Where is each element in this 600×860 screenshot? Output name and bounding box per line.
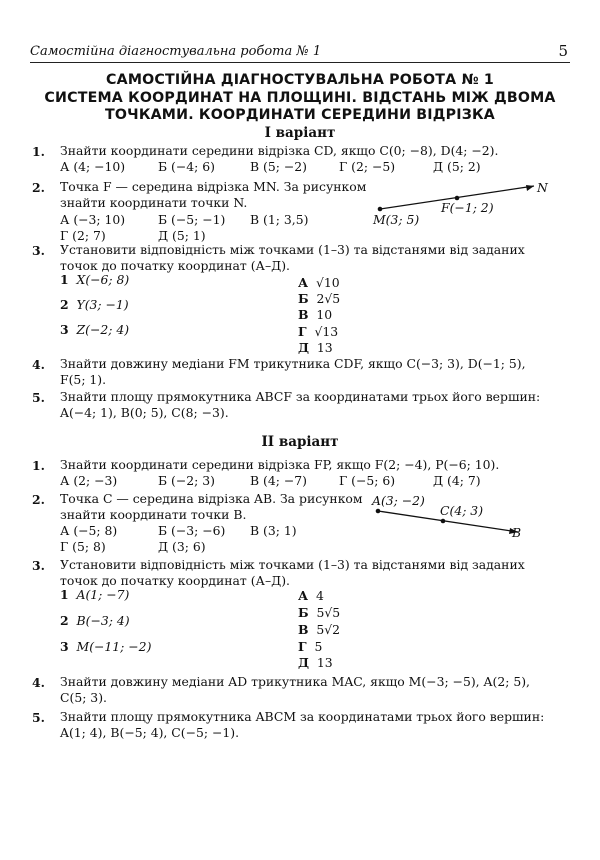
question-number: 5. xyxy=(32,390,45,405)
question-number: 3. xyxy=(32,243,45,258)
title-line-3: ТОЧКАМИ. КООРДИНАТИ СЕРЕДИНИ ВІДРІЗКА xyxy=(105,107,495,123)
point-label: F(−1; 2) xyxy=(441,200,494,215)
question-number: 1. xyxy=(32,458,45,473)
answer-option: Г (5; 8) xyxy=(60,539,106,554)
answer-option: А (2; −3) xyxy=(60,473,118,488)
question-text: Установити відповідність між точками (1–3) та відстанями від заданих xyxy=(60,557,525,572)
question-number: 2. xyxy=(32,492,45,507)
question-text: Точка F — середина відрізка MN. За рисунком xyxy=(60,179,367,194)
question-text: Знайти довжину медіани FM трикутника CDF, якщо C(−3; 3), D(−1; 5), xyxy=(60,356,526,371)
answer-option: В (5; −2) xyxy=(250,159,307,174)
question-number: 4. xyxy=(32,357,45,372)
match-left-item: 2 Y(3; −1) xyxy=(60,297,129,312)
point-c-dot xyxy=(441,519,446,524)
match-right-item: В 5√2 xyxy=(298,622,341,637)
answer-option: Д (5; 1) xyxy=(158,228,206,243)
question-text: знайти координати точки B. xyxy=(60,507,247,522)
question-number: 4. xyxy=(32,675,45,690)
question-text: A(1; 4), B(−5; 4), C(−5; −1). xyxy=(60,725,240,740)
match-left-item: 1 A(1; −7) xyxy=(60,587,130,602)
answer-option: Б (−3; −6) xyxy=(158,523,226,538)
match-right-item: Г 5 xyxy=(298,639,323,654)
answer-option: В (4; −7) xyxy=(250,473,307,488)
title-line-2: СИСТЕМА КООРДИНАТ НА ПЛОЩИНІ. ВІДСТАНЬ МІЖ ДВОМА xyxy=(44,89,556,106)
answer-option: А (4; −10) xyxy=(60,159,126,174)
point-a-dot xyxy=(376,509,381,514)
match-left-item: 3 M(−11; −2) xyxy=(60,639,152,654)
answer-option: Г (−5; 6) xyxy=(339,473,396,488)
question-text: точок до початку координат (А–Д). xyxy=(60,573,290,588)
answer-option: Д (5; 2) xyxy=(433,159,481,174)
question-number: 5. xyxy=(32,710,45,725)
question-number: 3. xyxy=(32,558,45,573)
question-text: Установити відповідність між точками (1–3) та відстанями від заданих xyxy=(60,242,525,257)
answer-option: Г (2; 7) xyxy=(60,228,106,243)
answer-option: Б (−2; 3) xyxy=(158,473,215,488)
title-line-1: САМОСТІЙНА ДІАГНОСТУВАЛЬНА РОБОТА № 1 xyxy=(106,72,494,88)
question-text: знайти координати точки N. xyxy=(60,195,248,210)
question-text: Знайти площу прямокутника ABCM за координатами трьох його вершин: xyxy=(60,709,545,724)
question-text: Знайти координати середини відрізка FP, якщо F(2; −4), P(−6; 10). xyxy=(60,457,500,472)
running-title: Самостійна діагностувальна робота № 1 xyxy=(30,44,322,59)
question-number: 2. xyxy=(32,180,45,195)
question-text: Знайти площу прямокутника ABCF за координатами трьох його вершин: xyxy=(60,389,541,404)
answer-option: В (1; 3,5) xyxy=(250,212,309,227)
match-left-item: 2 B(−3; 4) xyxy=(60,613,130,628)
variant-2-heading: II варіант xyxy=(261,434,339,450)
page-number: 5 xyxy=(558,42,568,60)
arrow-icon xyxy=(526,185,534,191)
match-right-item: В 10 xyxy=(298,307,333,322)
match-left-item: 1 X(−6; 8) xyxy=(60,272,130,287)
answer-option: Б (−4; 6) xyxy=(158,159,215,174)
point-label: N xyxy=(537,180,548,195)
match-left-item: 3 Z(−2; 4) xyxy=(60,322,130,337)
answer-option: Б (−5; −1) xyxy=(158,212,226,227)
variant-1-heading: I варіант xyxy=(264,125,336,141)
match-right-item: Б 2√5 xyxy=(298,291,341,306)
question-text: Точка C — середина відрізка AB. За рисунком xyxy=(60,491,363,506)
answer-option: А (−3; 10) xyxy=(60,212,126,227)
point-label: B xyxy=(512,525,522,540)
answer-option: Г (2; −5) xyxy=(339,159,396,174)
question-text: C(5; 3). xyxy=(60,690,107,705)
question-text: Знайти координати середини відрізка CD, якщо C(0; −8), D(4; −2). xyxy=(60,143,499,158)
question-number: 1. xyxy=(32,144,45,159)
point-label: M(3; 5) xyxy=(373,212,420,227)
match-right-item: Д 13 xyxy=(298,340,333,355)
answer-option: А (−5; 8) xyxy=(60,523,118,538)
question-text: F(5; 1). xyxy=(60,372,107,387)
question-text: точок до початку координат (А–Д). xyxy=(60,258,290,273)
point-label: A(3; −2) xyxy=(372,493,425,508)
question-text: Знайти довжину медіани AD трикутника MAC, якщо M(−3; −5), A(2; 5), xyxy=(60,674,530,689)
answer-option: Д (3; 6) xyxy=(158,539,206,554)
match-right-item: Г √13 xyxy=(298,324,339,339)
match-right-item: А 4 xyxy=(298,588,324,603)
page-title xyxy=(40,72,560,125)
match-right-item: Б 5√5 xyxy=(298,605,341,620)
answer-option: Д (4; 7) xyxy=(433,473,481,488)
running-header xyxy=(30,44,570,63)
point-label: C(4; 3) xyxy=(440,503,484,518)
answer-option: В (3; 1) xyxy=(250,523,297,538)
match-right-item: Д 13 xyxy=(298,655,333,670)
match-right-item: А √10 xyxy=(298,275,340,290)
point-m-dot xyxy=(378,207,383,212)
question-text: A(−4; 1), B(0; 5), C(8; −3). xyxy=(60,405,229,420)
